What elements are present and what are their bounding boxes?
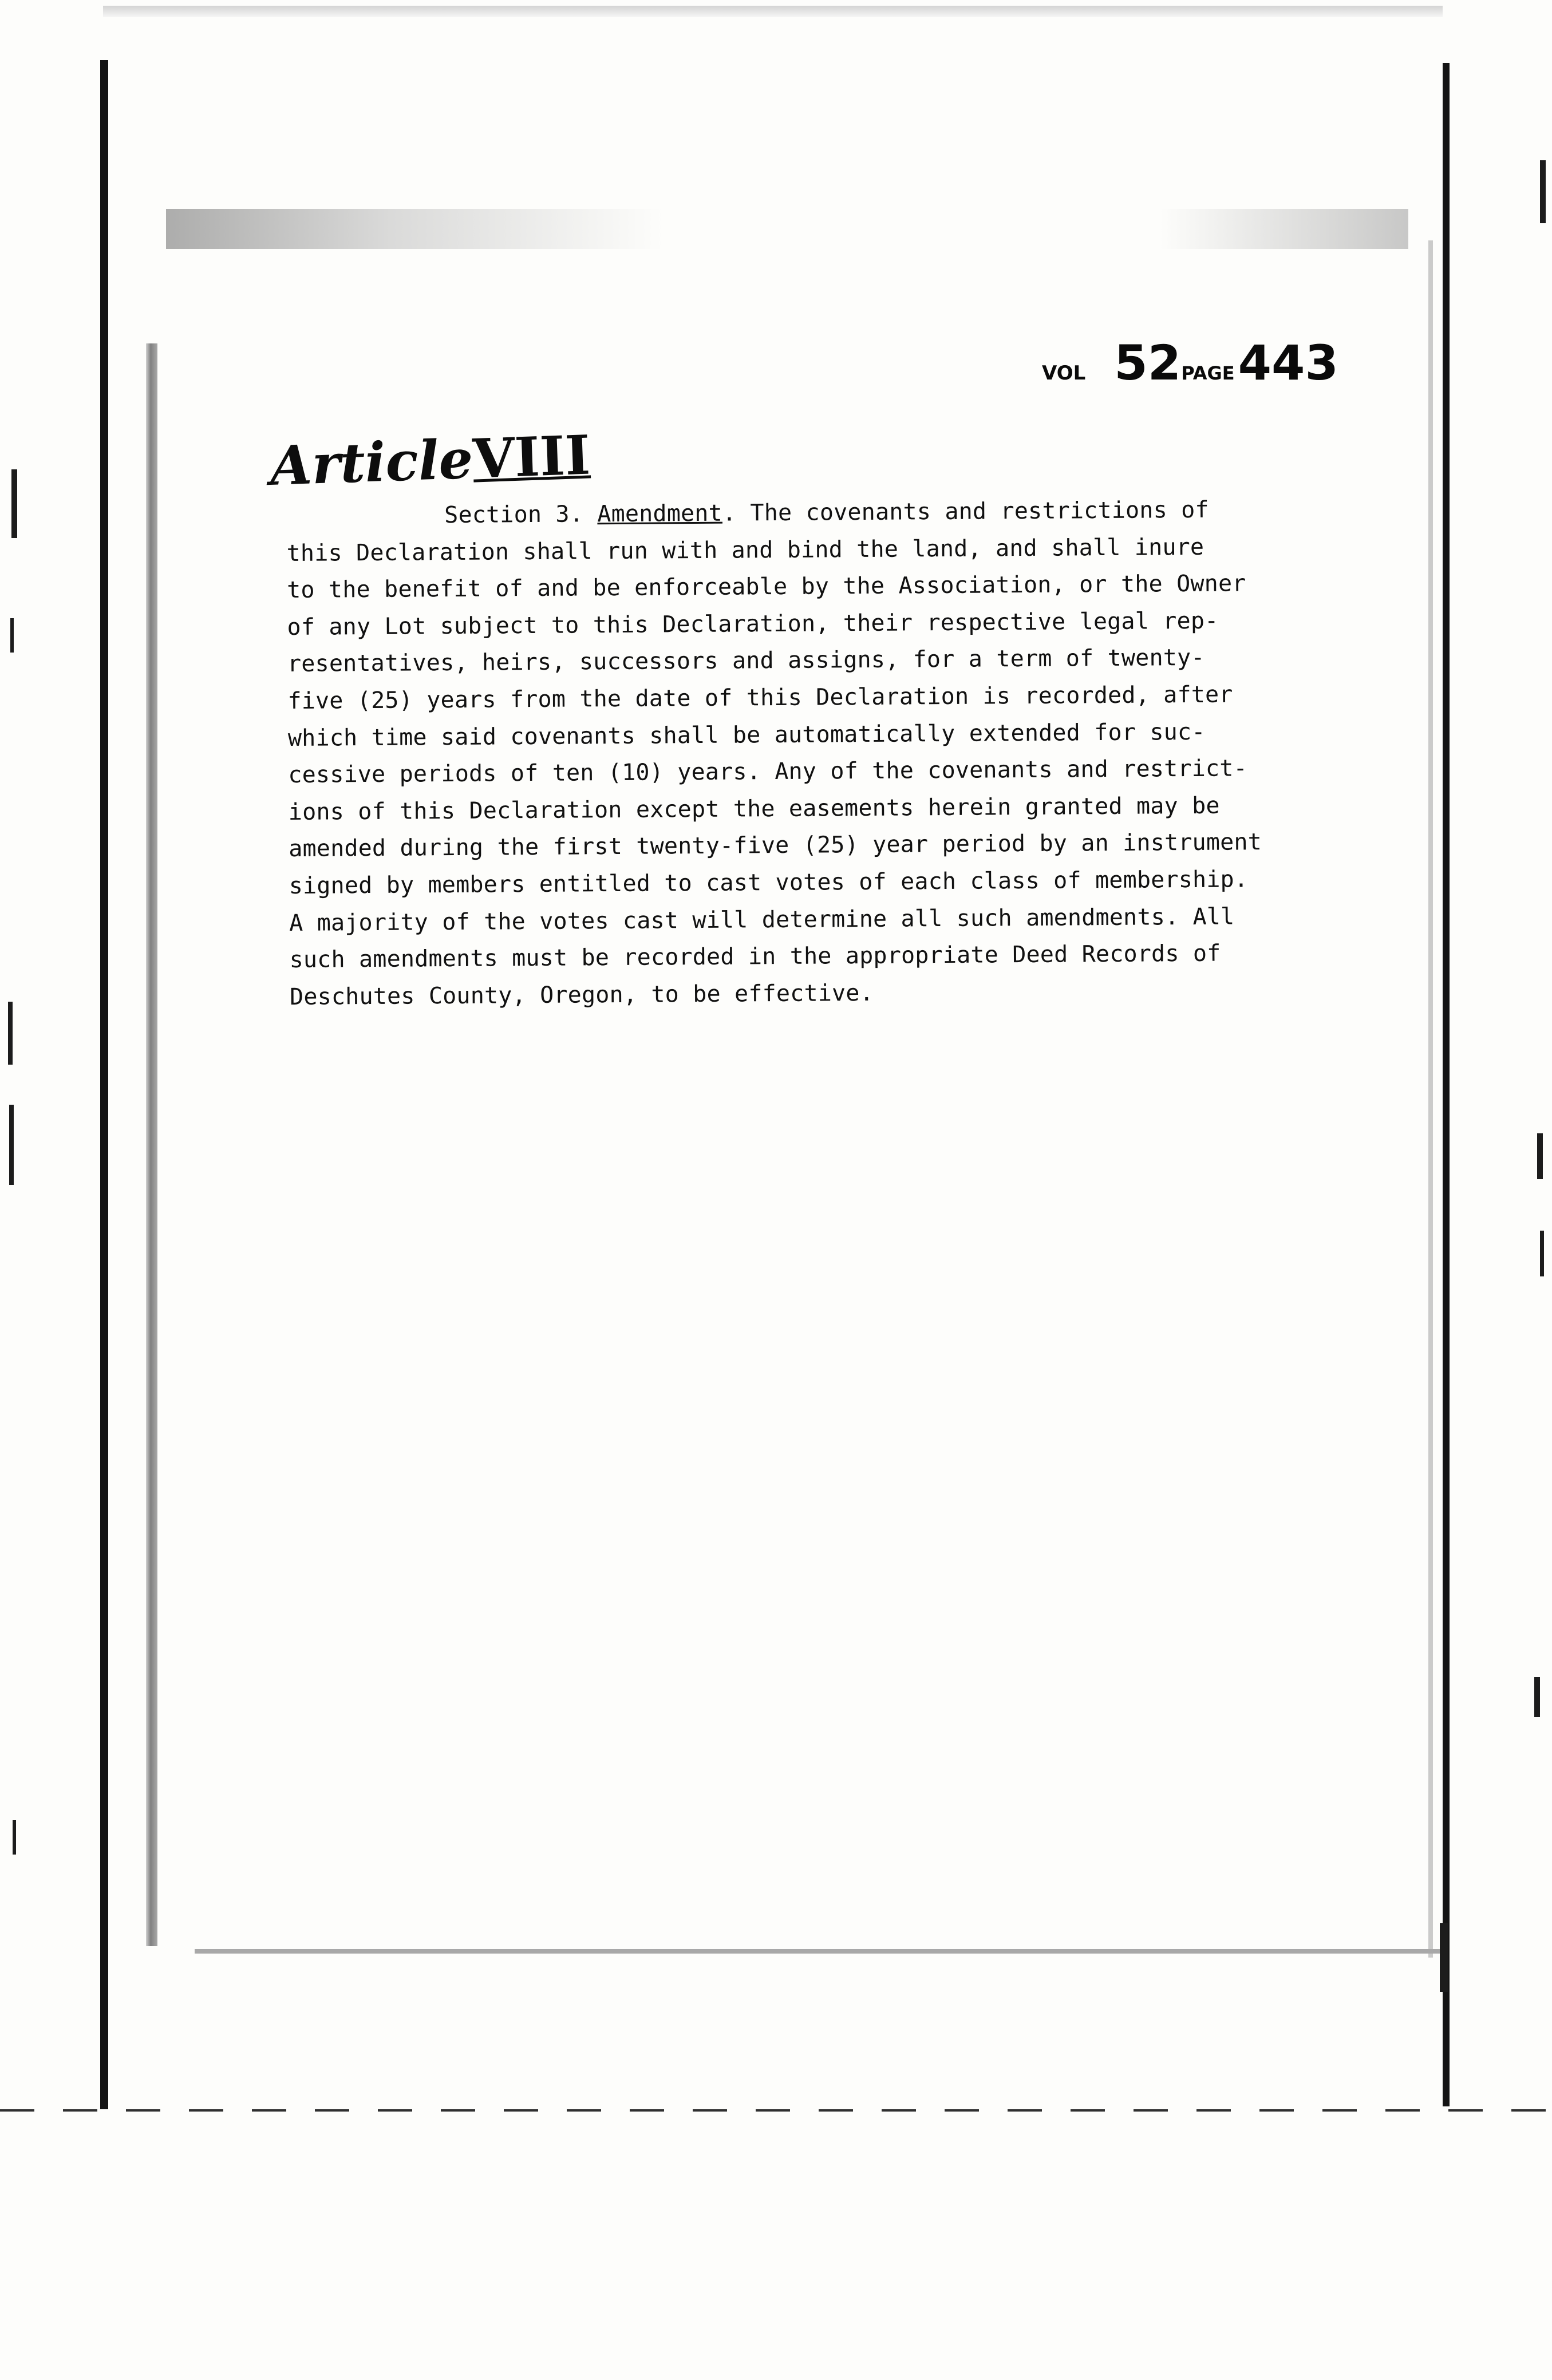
scan-edge-left	[100, 60, 108, 2109]
scan-edge-right	[1443, 63, 1450, 2106]
body-line: A majority of the votes cast will determine all such amendments. All	[289, 903, 1235, 936]
section-label: Section 3.	[444, 501, 584, 529]
handwritten-heading	[269, 424, 591, 497]
body-line: this Declaration shall run with and bind the land, and shall inure	[286, 533, 1205, 567]
margin-mark	[13, 1820, 16, 1855]
margin-mark	[1534, 1677, 1540, 1717]
body-line: five (25) years from the date of this Declaration is recorded, after	[287, 681, 1233, 714]
vol-number: 52	[1114, 335, 1182, 391]
body-line: amended during the first twenty-five (25) year period by an instrument	[289, 829, 1262, 863]
body-line: cessive periods of ten (10) years. Any of the covenants and restrict-	[288, 755, 1247, 789]
body-line: to the benefit of and be enforceable by the Association, or the Owner	[286, 570, 1246, 604]
heading-numeral: VIII	[472, 424, 591, 491]
section-title: Amendment	[597, 500, 723, 528]
section-body	[286, 491, 1349, 1015]
body-line: such amendments must be recorded in the appropriate Deed Records of	[289, 940, 1221, 974]
body-line: signed by members entitled to cast votes of each class of membership.	[289, 866, 1249, 899]
body-line: resentatives, heirs, successors and assigns, for a term of twenty-	[287, 645, 1205, 678]
margin-mark	[11, 469, 17, 538]
margin-mark	[8, 1002, 13, 1065]
margin-mark	[10, 618, 14, 653]
margin-mark	[1440, 1923, 1448, 1992]
section-first-line-rest: The covenants and restrictions of	[736, 496, 1209, 527]
margin-mark	[9, 1105, 14, 1185]
body-line: ions of this Declaration except the easements herein granted may be	[288, 792, 1220, 825]
body-line: which time said covenants shall be automatically extended for suc-	[287, 718, 1206, 752]
body-line: Deschutes County, Oregon, to be effective.	[289, 979, 874, 1010]
vol-label: VOL	[1042, 362, 1086, 385]
heading-word: Article	[269, 428, 474, 498]
scan-dash-line	[0, 2109, 1552, 2112]
scan-shadow-right	[1428, 240, 1433, 1958]
page-number: 443	[1238, 335, 1338, 391]
section-title-punct: .	[722, 500, 737, 527]
page-label: PAGE	[1181, 362, 1235, 384]
body-line: of any Lot subject to this Declaration, their respective legal rep-	[287, 607, 1219, 641]
scan-shadow-left	[146, 343, 157, 1946]
scan-edge-top	[103, 6, 1443, 17]
scan-edge-bottom	[195, 1949, 1443, 1954]
recording-stamp	[1042, 335, 1338, 391]
scan-smudge	[166, 209, 1408, 249]
margin-mark	[1540, 160, 1546, 223]
section-first-line	[286, 491, 1345, 535]
margin-mark	[1537, 1133, 1543, 1179]
margin-mark	[1540, 1231, 1544, 1276]
